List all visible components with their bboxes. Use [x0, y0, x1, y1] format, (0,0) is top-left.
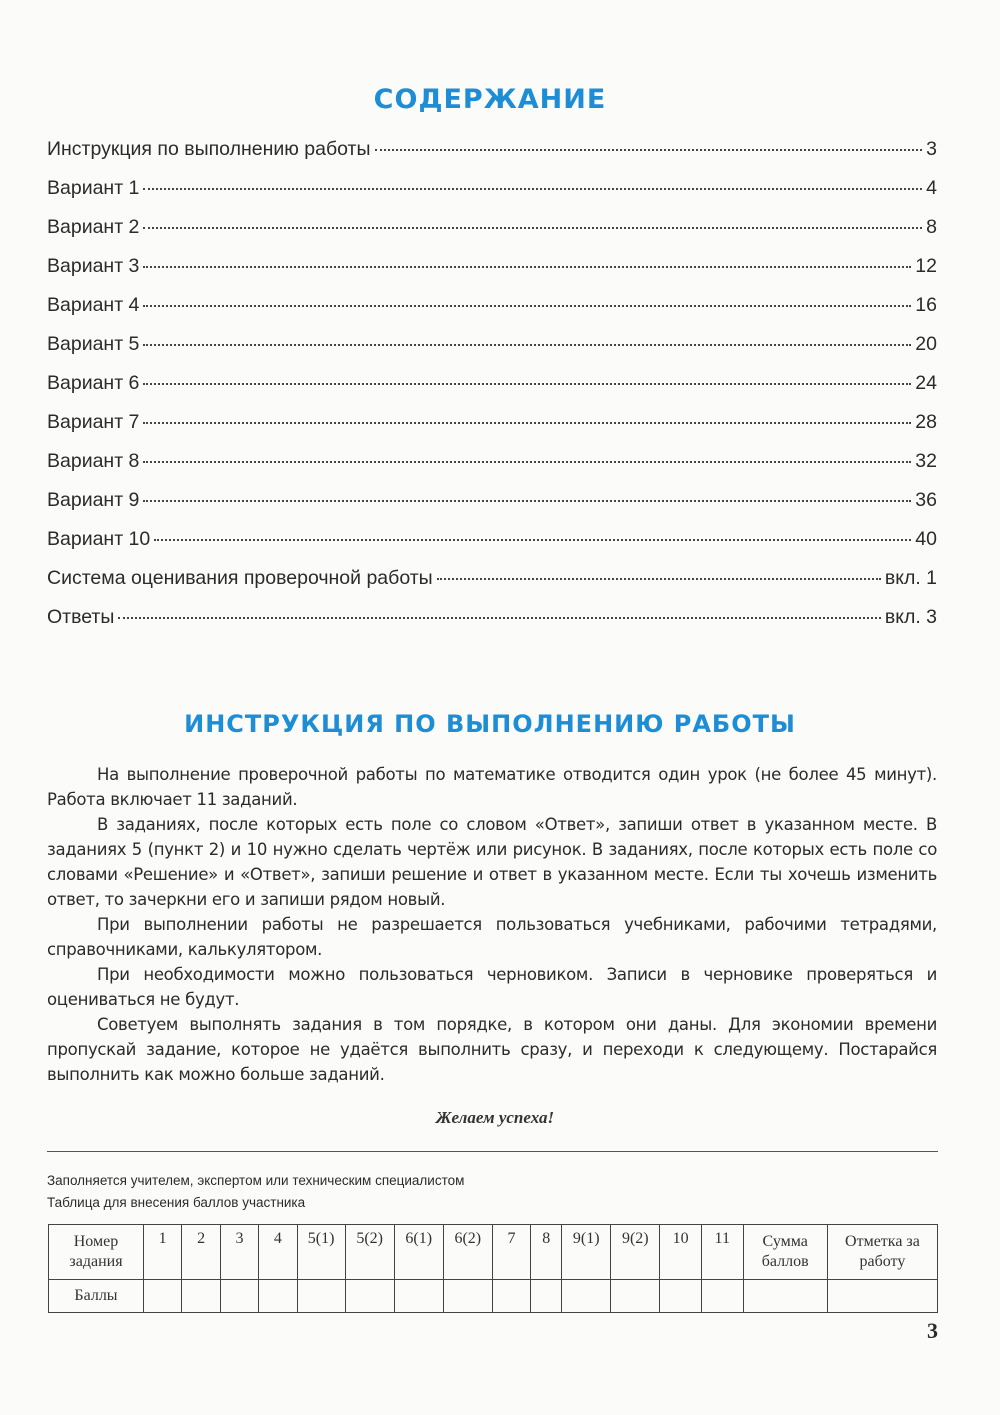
score-cell[interactable]: [345, 1280, 394, 1313]
toc-item-label: Вариант 2: [47, 216, 140, 238]
toc-item-page: 16: [915, 294, 937, 316]
score-cell[interactable]: [743, 1280, 827, 1313]
instruction-paragraph: При необходимости можно пользоваться черновиком. Записи в черновике проверяться и оцениваться не будут.: [47, 965, 937, 1009]
column-header: 6(2): [443, 1225, 492, 1280]
table-of-contents: [47, 138, 937, 645]
column-header: 5(2): [345, 1225, 394, 1280]
column-header: 2: [182, 1225, 220, 1280]
toc-leader-dots: [143, 227, 922, 229]
wish-text: Желаем успеха!: [435, 1108, 555, 1127]
score-cell[interactable]: [701, 1280, 743, 1313]
toc-item-page: 32: [915, 450, 937, 472]
score-cell[interactable]: [297, 1280, 345, 1313]
toc-item-page: 20: [915, 333, 937, 355]
toc-leader-dots: [143, 266, 911, 268]
toc-item-page: 4: [926, 177, 937, 199]
instruction-paragraph: На выполнение проверочной работы по математике отводится один урок (не более 45 минут). Работа включает 11 заданий.: [47, 765, 937, 809]
score-cell[interactable]: [394, 1280, 443, 1313]
table-caption: Таблица для внесения баллов участника: [47, 1195, 306, 1210]
toc-item-label: Вариант 8: [47, 450, 140, 472]
column-header: 11: [701, 1225, 743, 1280]
toc-item-label: Инструкция по выполнению работы: [47, 138, 371, 160]
score-cell[interactable]: [827, 1280, 937, 1313]
toc-leader-dots: [437, 578, 881, 580]
toc-leader-dots: [143, 188, 922, 190]
toc-item-label: Система оценивания проверочной работы: [47, 567, 433, 589]
column-header: 9(1): [562, 1225, 611, 1280]
toc-item-label: Вариант 3: [47, 255, 140, 277]
column-header: 6(1): [394, 1225, 443, 1280]
toc-item-page: 3: [926, 138, 937, 160]
instructions-text: [47, 762, 937, 1087]
instruction-paragraph: При выполнении работы не разрешается пользоваться учебниками, рабочими тетрадями, справочниками, калькулятором.: [47, 915, 937, 959]
column-header: 8: [531, 1225, 562, 1280]
toc-item-page: вкл. 3: [884, 606, 937, 628]
toc-item-label: Вариант 4: [47, 294, 140, 316]
toc-leader-dots: [143, 500, 911, 502]
toc-item[interactable]: [47, 255, 937, 294]
toc-item[interactable]: [47, 567, 937, 606]
toc-item-label: Вариант 7: [47, 411, 140, 433]
column-header: 9(2): [611, 1225, 660, 1280]
teacher-note: Заполняется учителем, экспертом или техническим специалистом: [47, 1173, 465, 1188]
toc-item[interactable]: [47, 138, 937, 177]
toc-item[interactable]: [47, 216, 937, 255]
column-header: 5(1): [297, 1225, 345, 1280]
toc-item-page: 8: [926, 216, 937, 238]
row-label: Баллы: [49, 1280, 144, 1313]
toc-leader-dots: [154, 539, 911, 541]
toc-title: СОДЕРЖАНИЕ: [373, 84, 607, 115]
toc-leader-dots: [143, 305, 911, 307]
instruction-paragraph: В заданиях, после которых есть поле со словом «Ответ», запиши ответ в указанном месте. В заданиях 5 (пункт 2) и 10 нужно сделать чертёж или рисунок. В заданиях, после которых есть поле со словами «Решение» и «Ответ», запиши решение и ответ в указанном месте. Если ты хочешь изменить ответ, то зачеркни его и запиши рядом новый.: [47, 815, 937, 909]
column-header: 10: [660, 1225, 702, 1280]
column-header: 3: [220, 1225, 258, 1280]
page-number: 3: [927, 1318, 938, 1343]
instructions-title: ИНСТРУКЦИЯ ПО ВЫПОЛНЕНИЮ РАБОТЫ: [184, 710, 796, 738]
toc-leader-dots: [375, 149, 923, 151]
score-cell[interactable]: [220, 1280, 258, 1313]
toc-item-label: Вариант 1: [47, 177, 140, 199]
toc-item-page: 12: [915, 255, 937, 277]
score-cell[interactable]: [660, 1280, 702, 1313]
toc-leader-dots: [143, 461, 911, 463]
instruction-paragraph: Советуем выполнять задания в том порядке, в котором они даны. Для экономии времени пропускай задание, которое не удаётся выполнить сразу, и переходи к следующему. Постарайся выполнить как можно больше заданий.: [47, 1015, 937, 1084]
toc-item-page: 28: [915, 411, 937, 433]
toc-item[interactable]: [47, 450, 937, 489]
toc-item-label: Вариант 9: [47, 489, 140, 511]
divider: [47, 1151, 938, 1152]
score-cell[interactable]: [443, 1280, 492, 1313]
toc-item-page: вкл. 1: [884, 567, 937, 589]
toc-leader-dots: [143, 383, 911, 385]
column-header: 7: [492, 1225, 530, 1280]
toc-item-page: 36: [915, 489, 937, 511]
score-cell[interactable]: [492, 1280, 530, 1313]
score-table: [48, 1224, 938, 1313]
toc-leader-dots: [143, 344, 911, 346]
toc-item[interactable]: [47, 372, 937, 411]
score-cell[interactable]: [182, 1280, 220, 1313]
column-header: 1: [143, 1225, 181, 1280]
toc-item[interactable]: [47, 177, 937, 216]
score-table-header: [49, 1225, 938, 1280]
toc-item[interactable]: [47, 333, 937, 372]
toc-item[interactable]: [47, 294, 937, 333]
score-table-row: [49, 1280, 938, 1313]
score-cell[interactable]: [143, 1280, 181, 1313]
score-cell[interactable]: [259, 1280, 297, 1313]
score-cell[interactable]: [562, 1280, 611, 1313]
score-cell[interactable]: [531, 1280, 562, 1313]
toc-item-label: Вариант 6: [47, 372, 140, 394]
toc-item-page: 40: [915, 528, 937, 550]
column-header: 4: [259, 1225, 297, 1280]
score-cell[interactable]: [611, 1280, 660, 1313]
toc-leader-dots: [143, 422, 911, 424]
toc-item[interactable]: [47, 528, 937, 567]
header-label: Номер задания: [49, 1225, 144, 1280]
toc-item-label: Ответы: [47, 606, 115, 628]
toc-item[interactable]: [47, 489, 937, 528]
toc-item-label: Вариант 10: [47, 528, 151, 550]
toc-item-page: 24: [915, 372, 937, 394]
toc-item[interactable]: [47, 606, 937, 645]
toc-leader-dots: [118, 617, 880, 619]
toc-item-label: Вариант 5: [47, 333, 140, 355]
column-header: Отметка за работу: [827, 1225, 937, 1280]
column-header: Сумма баллов: [743, 1225, 827, 1280]
toc-item[interactable]: [47, 411, 937, 450]
